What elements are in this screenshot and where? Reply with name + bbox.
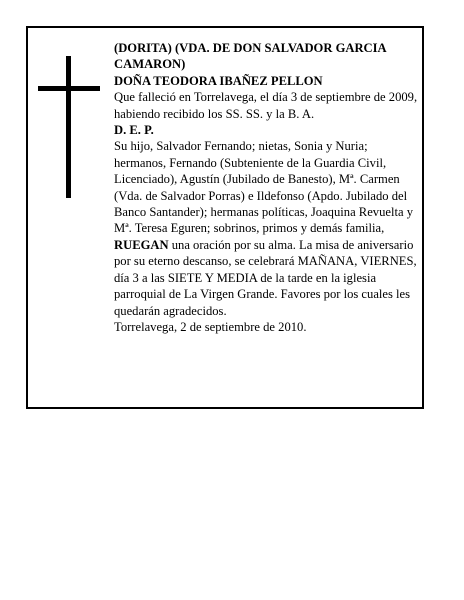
dep-line: D. E. P. — [114, 123, 154, 138]
cross-horizontal-bar — [38, 86, 100, 91]
nickname-heading: (DORITA) (VDA. DE DON SALVADOR GARCIA CAMARON) — [114, 41, 386, 72]
cross-vertical-bar — [66, 56, 71, 198]
obituary-notice — [26, 26, 424, 409]
request-lead: RUEGAN — [114, 237, 169, 252]
family-list: Su hijo, Salvador Fernando; nietas, Sonia y Nuria; hermanos, Fernando (Subteniente de la Guardia Civil, Licenciado), Agustín (Jubilado de Banesto), Mª. Carmen (Vda. de Salvador Porras) e Ildefonso (Apdo. Jubilado del Banco Santander); hermanas políticas, Joaquina Revuelta y Mª. Teresa Eguren; sobrinos, primos y demás familia, — [114, 139, 414, 236]
cross-icon — [38, 56, 100, 198]
notice-text — [114, 40, 418, 335]
place-date: Torrelavega, 2 de septiembre de 2010. — [114, 319, 307, 334]
deceased-name: DOÑA TEODORA IBAÑEZ PELLON — [114, 73, 323, 88]
request-paragraph — [114, 237, 418, 319]
request-text: una oración por su alma. La misa de aniversario por su eterno descanso, se celebrará MAÑANA, VIERNES, día 3 a las SIETE Y MEDIA de la tarde en la iglesia parroquial de La Virgen Grande. Favores por los cuales les quedarán agradecidos. — [114, 237, 417, 318]
death-info: Que falleció en Torrelavega, el día 3 de septiembre de 2009, habiendo recibido los SS. SS. y la B. A. — [114, 90, 418, 121]
